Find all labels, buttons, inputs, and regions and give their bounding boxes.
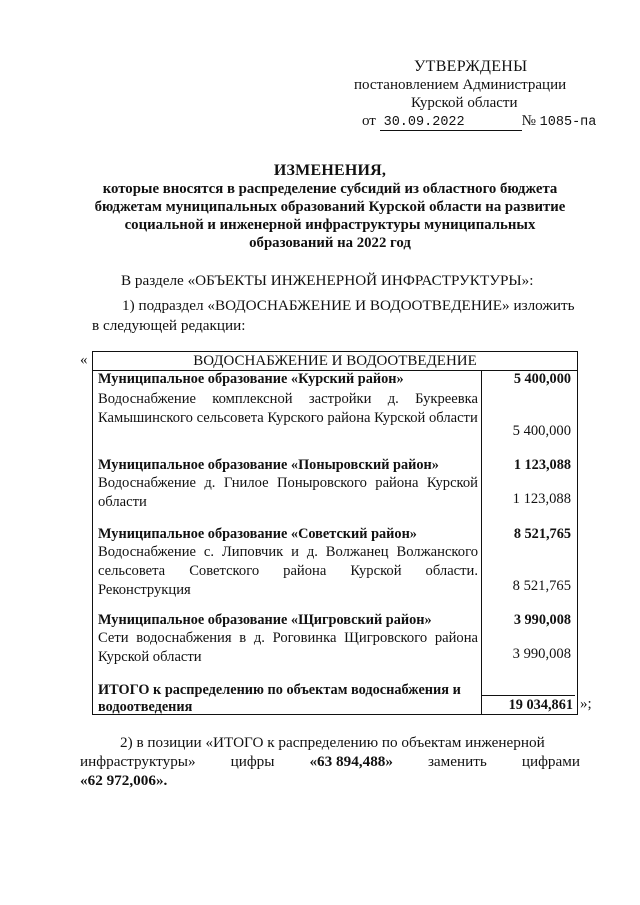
document-heading	[80, 162, 580, 252]
row-municipality-value: 5 400,000	[513, 371, 571, 387]
row-description: Водоснабжение комплексной застройки д. Букреевка Камышинского сельсовета Курского района Курской области	[98, 391, 478, 426]
heading-line-3: социальной и инженерной инфраструктуры муниципальных	[124, 217, 536, 233]
old-total-value: «63 894,488»	[309, 753, 393, 770]
heading-line-2: бюджетам муниципальных образований Курской области на развитие	[94, 199, 566, 215]
quote-open: «	[80, 352, 88, 368]
item-2-line-2	[80, 752, 580, 771]
total-label: ИТОГО к распределению по объектам водоснабжения и водоотведения	[98, 682, 461, 715]
row-value: 8 521,765	[512, 578, 571, 594]
table-header: ВОДОСНАБЖЕНИЕ И ВОДООТВЕДЕНИЕ	[93, 352, 577, 371]
row-value: 5 400,000	[512, 423, 571, 439]
approval-title: УТВЕРЖДЕНЫ	[414, 58, 528, 75]
column-divider	[481, 370, 482, 714]
row-description: Водоснабжение с. Липовчик и д. Волжанец Волжанского сельсовета Советского района Курской области. Реконструкция	[98, 544, 478, 598]
number-prefix: №	[521, 113, 536, 129]
subsection-text: 1) подраздел «ВОДОСНАБЖЕНИЕ И ВОДООТВЕДЕНИЕ» изложить	[122, 297, 575, 314]
row-municipality-value: 8 521,765	[513, 526, 571, 542]
row-description: Водоснабжение д. Гнилое Поныровского района Курской области	[98, 475, 478, 510]
row-municipality: Муниципальное образование «Щигровский район»	[98, 612, 432, 628]
row-municipality: Муниципальное образование «Поныровский район»	[98, 457, 439, 473]
heading-title: ИЗМЕНЕНИЯ,	[273, 162, 387, 179]
subsection-text-cont: в следующей редакции:	[92, 317, 246, 334]
row-municipality: Муниципальное образование «Курский район»	[98, 371, 404, 387]
new-total-value: «62 972,006».	[80, 772, 168, 789]
approval-date: 30.09.2022	[380, 115, 522, 131]
item-2-word: цифры	[230, 753, 275, 770]
heading-line-4: образований на 2022 год	[249, 235, 411, 251]
item-2-word: инфраструктуры»	[80, 753, 196, 770]
item-2-word: заменить	[427, 753, 487, 770]
quote-close: »;	[580, 696, 592, 712]
heading-line-1: которые вносятся в распределение субсидий из областного бюджета	[102, 181, 558, 197]
row-description: Сети водоснабжения в д. Роговинка Щигровского района Курской области	[98, 630, 478, 665]
date-prefix: от	[362, 113, 376, 129]
item-2-paragraph	[80, 733, 580, 790]
row-value: 1 123,088	[512, 491, 571, 507]
section-intro: В разделе «ОБЪЕКТЫ ИНЖЕНЕРНОЙ ИНФРАСТРУКТУРЫ»:	[121, 272, 534, 289]
approval-line-2: Курской области	[411, 95, 518, 111]
approval-line-1: постановлением Администрации	[354, 77, 567, 93]
item-2-word: цифрами	[521, 753, 580, 770]
row-value: 3 990,008	[512, 646, 571, 662]
approval-number: 1085-па	[539, 115, 597, 130]
approval-date-line	[362, 113, 596, 131]
distribution-table	[92, 351, 578, 715]
total-value: 19 034,861	[482, 695, 575, 712]
item-2-line-1: 2) в позиции «ИТОГО к распределению по объектам инженерной	[120, 734, 545, 751]
row-municipality: Муниципальное образование «Советский район»	[98, 526, 417, 542]
row-municipality-value: 1 123,088	[513, 457, 571, 473]
row-municipality-value: 3 990,008	[513, 612, 571, 628]
